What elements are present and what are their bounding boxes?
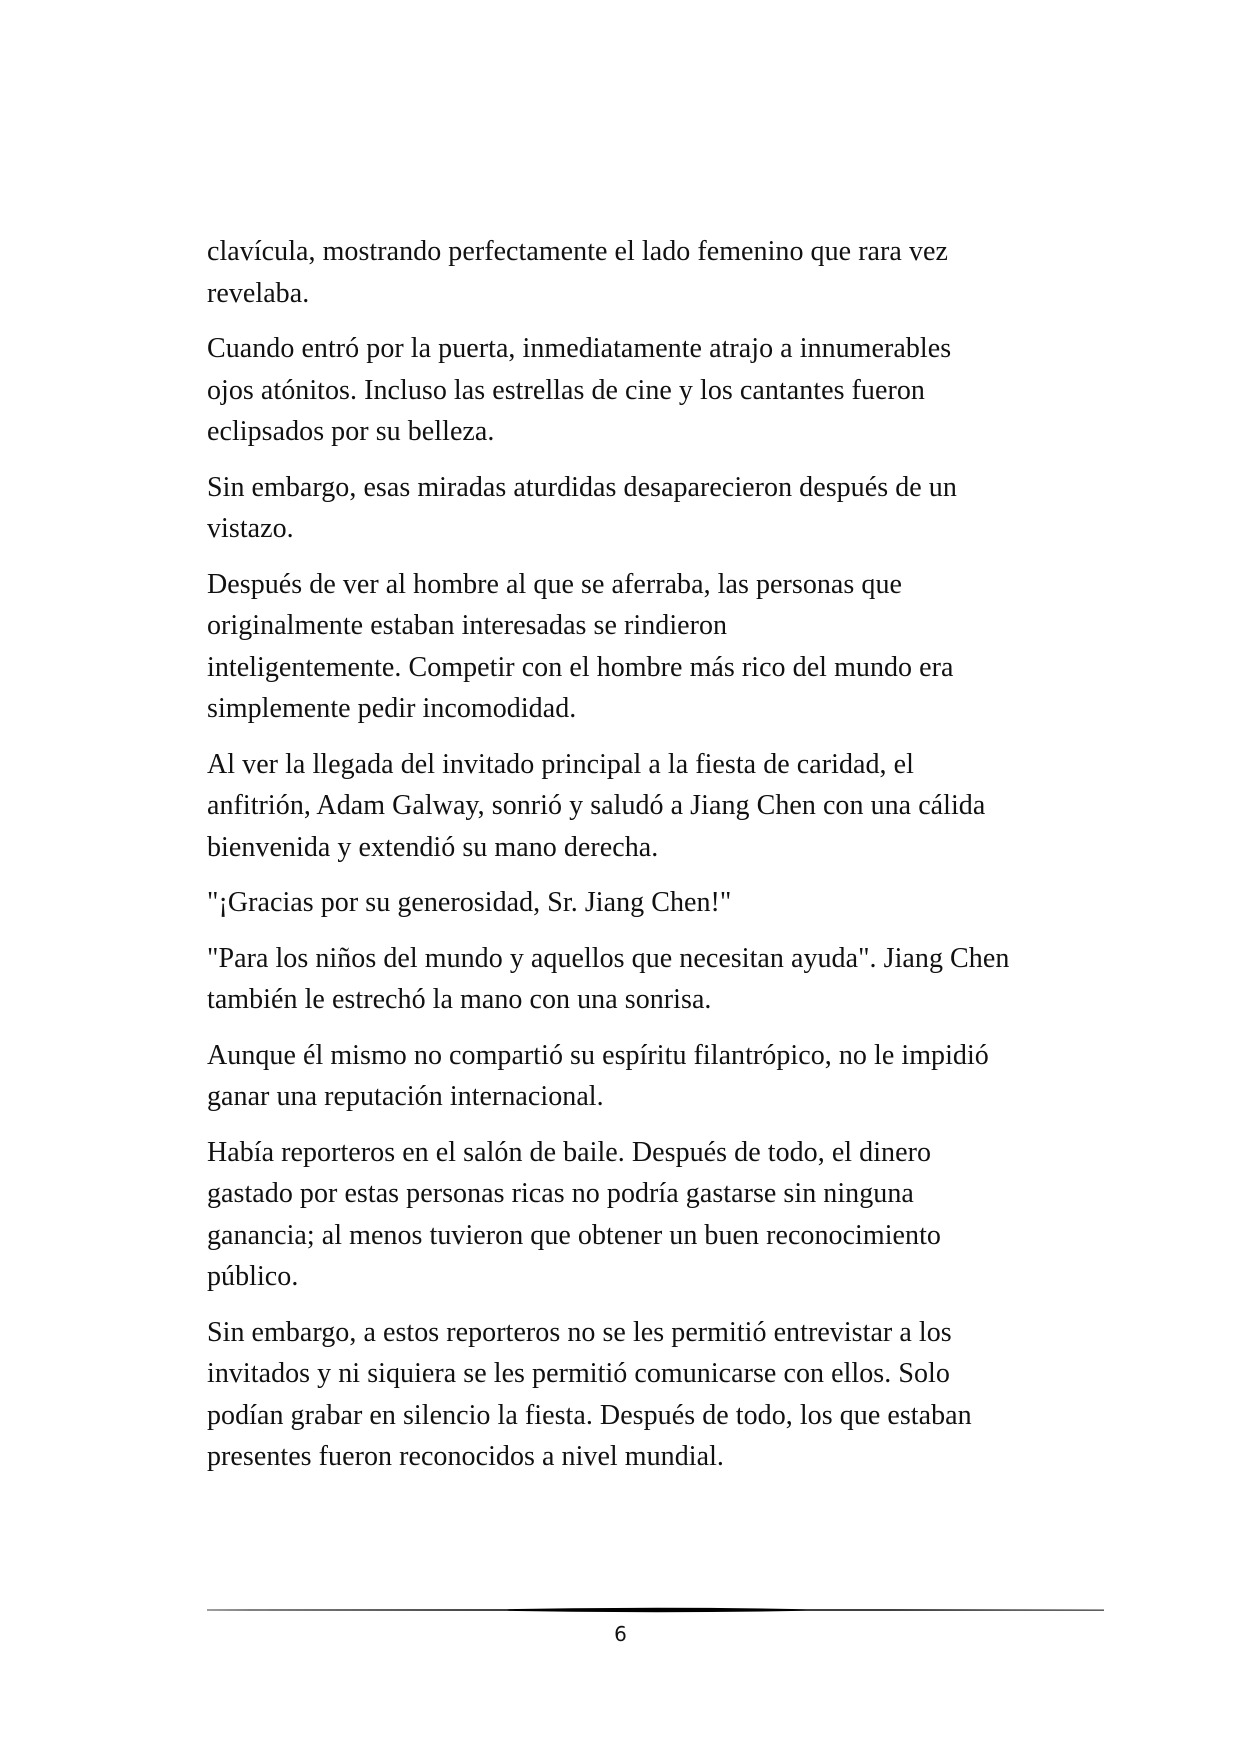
text-line: Al ver la llegada del invitado principal a la fiesta de caridad, el (207, 748, 914, 780)
text-line: eclipsados por su belleza. (207, 416, 495, 447)
text-line: "¡Gracias por su generosidad, Sr. Jiang Chen!" (207, 887, 732, 918)
paragraph (207, 938, 1087, 1021)
text-line: presentes fueron reconocidos a nivel mundial. (207, 1441, 724, 1472)
text-line: revelaba. (207, 277, 310, 309)
text-line: clavícula, mostrando perfectamente el lado femenino que rara vez (207, 236, 948, 267)
text-line: bienvenida y extendió su mano derecha. (207, 831, 659, 863)
text-line: originalmente estaban interesadas se rindieron (207, 610, 728, 641)
paragraph (207, 1035, 1087, 1118)
body-text (207, 231, 1087, 1492)
text-line: Aunque él mismo no compartió su espíritu filantrópico, no le impidió (207, 1039, 989, 1071)
paragraph (207, 231, 1087, 314)
footer-divider (207, 1604, 1104, 1616)
text-line: inteligentemente. Competir con el hombre más rico del mundo era (207, 651, 954, 683)
text-line: simplemente pedir incomodidad. (207, 693, 577, 724)
paragraph (207, 1312, 1087, 1478)
text-line: Había reporteros en el salón de baile. Después de todo, el dinero (207, 1136, 932, 1168)
text-line: ganancia; al menos tuvieron que obtener un buen reconocimiento (207, 1219, 941, 1251)
text-line: ganar una reputación internacional. (207, 1081, 604, 1112)
text-line: "Para los niños del mundo y aquellos que necesitan ayuda". Jiang Chen (207, 942, 1010, 974)
page-number: 6 (614, 1622, 627, 1646)
text-line: Sin embargo, esas miradas aturdidas desaparecieron después de un (207, 471, 957, 503)
text-line: vistazo. (207, 513, 294, 544)
paragraph (207, 882, 1087, 924)
text-line: anfitrión, Adam Galway, sonrió y saludó a Jiang Chen con una cálida (207, 790, 986, 821)
text-line: Cuando entró por la puerta, inmediatamente atrajo a innumerables (207, 333, 952, 364)
text-line: público. (207, 1261, 299, 1292)
text-line: gastado por estas personas ricas no podría gastarse sin ninguna (207, 1178, 914, 1209)
text-line: podían grabar en silencio la fiesta. Después de todo, los que estaban (207, 1399, 972, 1431)
paragraph (207, 1132, 1087, 1298)
paragraph (207, 564, 1087, 730)
text-line: también le estrechó la mano con una sonrisa. (207, 984, 712, 1015)
text-line: Después de ver al hombre al que se aferraba, las personas que (207, 568, 902, 600)
paragraph (207, 744, 1087, 869)
text-line: invitados y ni siquiera se les permitió comunicarse con ellos. Solo (207, 1358, 950, 1389)
text-line: ojos atónitos. Incluso las estrellas de cine y los cantantes fueron (207, 374, 925, 406)
paragraph (207, 467, 1087, 550)
paragraph (207, 328, 1087, 453)
text-line: Sin embargo, a estos reporteros no se les permitió entrevistar a los (207, 1316, 952, 1348)
